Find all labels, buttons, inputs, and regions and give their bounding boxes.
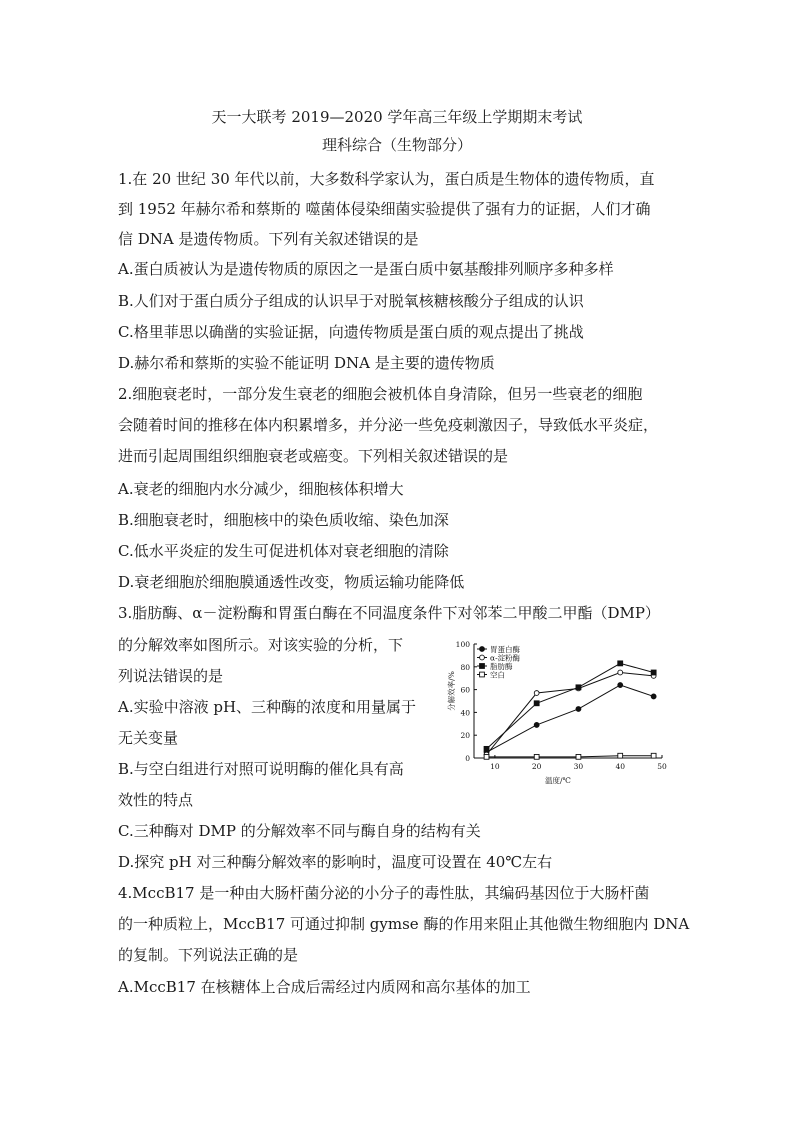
q3-stem-line-2: 的分解效率如图所示。对该实验的分析，下 [118,636,404,654]
legend-marker [480,672,485,677]
legend-label: 胃蛋白酶 [490,644,520,654]
series-4-point [576,754,581,759]
q2-option-b: B.细胞衰老时，细胞核中的染色质收缩、染色加深 [118,511,449,529]
q1-stem-line-3: 信 DNA 是遗传物质。下列有关叙述错误的是 [118,230,419,248]
x-tick-label: 50 [657,762,667,771]
q4-stem-line-2: 的一种质粒上，MccB17 可通过抑制 gymse 酶的作用来阻止其他微生物细胞内 DNA [118,915,690,933]
q3-option-a-line-2: 无关变量 [118,729,179,747]
q3-stem-line-1: 3.脂肪酶、α－淀粉酶和胃蛋白酶在不同温度条件下对邻苯二甲酸二甲酯（DMP） [118,604,660,622]
y-tick-label: 100 [455,640,470,649]
series-4-point [484,754,489,759]
series-line-2 [487,673,654,755]
series-1-point [534,723,539,728]
series-3-point [576,685,581,690]
series-3-point [618,661,623,666]
series-4-point [651,753,656,758]
x-axis-label: 温度/℃ [545,776,571,785]
q4-option-a: A.MccB17 在核糖体上合成后需经过内质网和高尔基体的加工 [118,978,531,996]
q1-option-c: C.格里菲思以确凿的实验证据，向遗传物质是蛋白质的观点提出了挑战 [118,323,584,341]
x-tick-label: 10 [490,762,500,771]
q1-stem-line-1: 1.在 20 世纪 30 年代以前，大多数科学家认为，蛋白质是生物体的遗传物质，直 [118,170,655,188]
legend-marker [480,647,485,652]
x-tick-label: 30 [573,762,584,771]
q1-stem-line-2: 到 1952 年赫尔希和蔡斯的 噬菌体侵染细菌实验提供了强有力的证据，人们才确 [118,200,651,218]
y-tick-label: 0 [465,754,470,763]
series-4-point [534,754,539,759]
y-tick-label: 20 [460,731,470,741]
series-line-4 [487,756,654,757]
q2-option-c: C.低水平炎症的发生可促进机体对衰老细胞的清除 [118,542,449,560]
series-1-point [576,707,581,712]
q4-stem-line-3: 的复制。下列说法正确的是 [118,946,299,964]
q3-option-d: D.探究 pH 对三种酶分解效率的影响时，温度可设置在 40℃左右 [118,853,553,871]
exam-title: 天一大联考 2019—2020 学年高三年级上学期期末考试 [211,108,583,126]
q2-stem-line-2: 会随着时间的推移在体内积累增多，并分泌一些免疫刺激因子，导致低水平炎症， [118,416,659,434]
series-3-point [484,746,489,751]
y-tick-label: 80 [460,662,470,672]
series-2-point [534,691,539,696]
q4-stem-line-1: 4.MccB17 是一种由大肠杆菌分泌的小分子的毒性肽，其编码基因位于大肠杆菌 [118,884,650,902]
series-3-point [534,701,539,706]
x-tick-label: 20 [531,762,542,771]
y-axis-label: 分解效率/% [447,671,456,711]
series-4-point [618,753,623,758]
series-2-point [618,670,623,675]
q1-option-d: D.赫尔希和蔡斯的实验不能证明 DNA 是主要的遗传物质 [118,354,495,372]
q3-stem-line-3: 列说法错误的是 [118,667,224,685]
q1-option-b: B.人们对于蛋白质分子组成的认识早于对脱氧核糖核酸分子组成的认识 [118,292,584,310]
q2-stem-line-3: 进而引起周围组织细胞衰老或癌变。下列相关叙述错误的是 [118,447,509,465]
x-tick-label: 40 [615,762,625,771]
legend-marker [480,664,485,669]
series-3-point [651,670,656,675]
series-1-point [618,683,623,688]
legend-marker [480,655,485,660]
q1-option-a: A.蛋白质被认为是遗传物质的原因之一是蛋白质中氨基酸排列顺序多种多样 [118,260,614,278]
q2-option-d: D.衰老细胞於细胞膜通透性改变，物质运输功能降低 [118,573,465,591]
legend-label: α-淀粉酶 [490,653,521,663]
legend-label: 空白 [490,670,505,680]
q2-stem-line-1: 2.细胞衰老时，一部分发生衰老的细胞会被机体自身清除，但另一些衰老的细胞 [118,385,643,403]
series-1-point [651,694,656,699]
enzyme-chart-svg [440,638,670,788]
legend-label: 脂肪酶 [490,661,513,671]
q3-option-b-line-2: 效性的特点 [118,791,194,809]
enzyme-chart [440,638,670,788]
q2-option-a: A.衰老的细胞内水分减少，细胞核体积增大 [118,480,404,498]
exam-subtitle: 理科综合（生物部分） [321,136,472,154]
q3-option-b-line-1: B.与空白组进行对照可说明酶的催化具有高 [118,760,404,778]
series-line-3 [487,663,654,749]
q3-option-a-line-1: A.实验中溶液 pH、三种酶的浓度和用量属于 [118,698,417,716]
q3-option-c: C.三种酶对 DMP 的分解效率不同与酶自身的结构有关 [118,822,481,840]
series-line-1 [487,685,654,752]
y-tick-label: 40 [460,708,470,718]
y-tick-label: 60 [460,685,470,695]
